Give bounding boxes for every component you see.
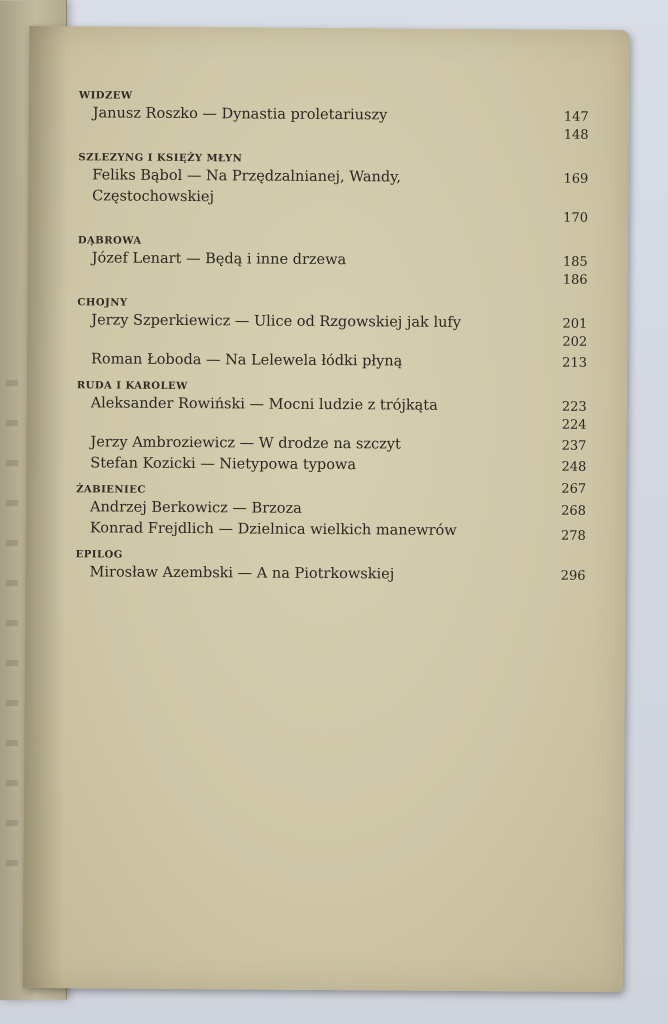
entry-page-number: 223 xyxy=(561,399,587,415)
page-number-row xyxy=(98,207,588,228)
entry-author: Józef Lenart xyxy=(91,250,182,267)
page-number-row xyxy=(99,124,589,145)
entry-author: Mirosław Azembski xyxy=(89,564,234,582)
entry-page-number: 185 xyxy=(562,254,588,270)
entry-dash: — xyxy=(205,352,221,369)
entry-title: Na Lelewela łódki płyną xyxy=(225,352,403,370)
entry-page-number: 213 xyxy=(562,355,588,371)
entry-author: Roman Łoboda xyxy=(90,351,202,369)
section-heading-chojny: CHOJNY xyxy=(77,297,128,309)
toc-entry xyxy=(89,562,585,586)
entry-dash: — xyxy=(185,251,201,268)
entry-title: W drodze na szczyt xyxy=(258,435,401,453)
section-heading-ruda-i-karolew: RUDA I KAROLEW xyxy=(76,380,188,393)
entry-page-number: 148 xyxy=(563,127,589,143)
entry-page-number: 296 xyxy=(560,568,586,584)
entry-dash: — xyxy=(200,456,215,473)
entry-dash: — xyxy=(232,500,248,517)
entry-title: Nietypowa typowa xyxy=(219,456,357,474)
toc-entry xyxy=(90,453,586,477)
entry-page-number: 268 xyxy=(561,503,587,519)
entry-page-number: 147 xyxy=(563,109,589,125)
previous-page-numbers xyxy=(6,380,18,900)
entry-title: Dynastia proletariuszy xyxy=(221,106,388,124)
entry-author: Stefan Kozicki xyxy=(90,455,196,473)
entry-title: A na Piotrkowskiej xyxy=(256,565,395,583)
entry-page-number: 186 xyxy=(562,272,588,288)
section-page-number: 267 xyxy=(561,481,587,497)
entry-dash: — xyxy=(234,313,250,330)
entry-author: Janusz Roszko xyxy=(92,105,198,123)
page-number-row xyxy=(98,269,588,290)
entry-dash: — xyxy=(239,435,255,452)
section-heading-zabieniec: ŻABIENIEC xyxy=(76,484,146,496)
entry-dash: — xyxy=(202,106,217,123)
entry-page-number: 278 xyxy=(560,528,586,544)
section-heading-szlezyng: SZLEZYNG I KSIĘŻY MŁYN xyxy=(78,152,243,165)
entry-page-number: 224 xyxy=(561,417,587,433)
entry-title: Mocni ludzie z trójkąta xyxy=(268,396,438,414)
table-of-contents xyxy=(75,90,589,586)
entry-author: Andrzej Berkowicz xyxy=(89,499,228,517)
entry-page-number: 202 xyxy=(562,334,588,350)
entry-dash: — xyxy=(186,168,202,185)
entry-dash: — xyxy=(218,521,234,538)
section-heading-widzew: WIDZEW xyxy=(78,90,133,102)
entry-page-number: 169 xyxy=(563,171,589,187)
entry-title: Będą i inne drzewa xyxy=(205,251,347,269)
section-heading-row xyxy=(76,481,587,498)
entry-title: Ulice od Rzgowskiej jak lufy xyxy=(253,313,462,331)
entry-title: Na Przędzalnianej, Wandy, Częstochowskiej xyxy=(92,168,402,206)
section-heading-epilog: EPILOG xyxy=(75,549,123,561)
entry-author: Konrad Frejdlich xyxy=(89,520,214,538)
entry-dash: — xyxy=(237,565,253,582)
toc-entry xyxy=(91,349,587,373)
entry-author: Jerzy Szperkiewicz xyxy=(91,312,231,330)
entry-author: Feliks Bąbol xyxy=(92,167,183,184)
entry-title: Dzielnica wielkich manewrów xyxy=(237,521,457,539)
entry-page-number: 237 xyxy=(561,438,587,454)
entry-author: Aleksander Rowiński xyxy=(90,395,246,413)
toc-entry xyxy=(90,518,586,542)
entry-page-number: 170 xyxy=(563,210,589,226)
entry-page-number: 248 xyxy=(561,459,587,475)
entry-dash: — xyxy=(249,396,265,413)
book-page xyxy=(23,26,630,992)
entry-page-number: 201 xyxy=(562,316,588,332)
entry-author: Jerzy Ambroziewicz xyxy=(90,434,236,452)
section-heading-dabrowa: DĄBROWA xyxy=(77,235,142,247)
entry-title: Brzoza xyxy=(251,500,302,517)
toc-entry xyxy=(92,165,588,210)
